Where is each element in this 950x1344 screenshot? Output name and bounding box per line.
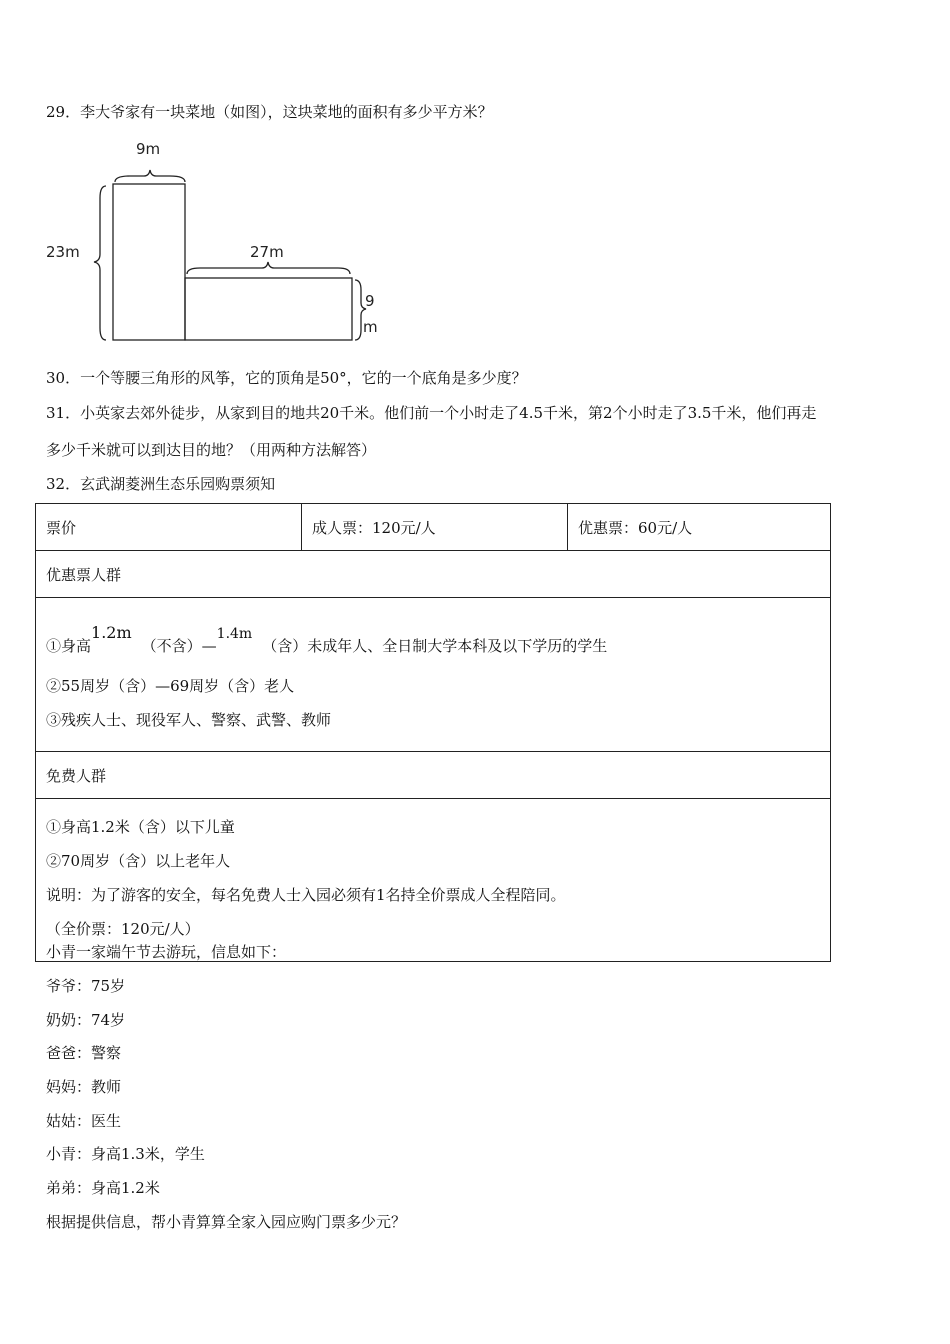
family-item: 妈妈：教师 <box>46 1078 122 1096</box>
label-right-width: 27m <box>250 243 284 261</box>
right-top-brace <box>187 262 350 274</box>
free-item-1: ①身高1.2米（含）以下儿童 <box>46 818 235 836</box>
left-brace <box>94 186 106 340</box>
q32-title: 32．玄武湖菱洲生态乐园购票须知 <box>46 475 276 493</box>
discount-item-1: ①身高1.2m（不含）—1.4m（含）未成年人、全日制大学本科及以下学历的学生 <box>46 622 608 655</box>
wide-rectangle <box>185 278 352 340</box>
label-right-height-bottom: m <box>363 318 378 336</box>
adult-price-cell: 成人票：120元/人 <box>302 504 568 551</box>
discount-price-cell: 优惠票：60元/人 <box>568 504 831 551</box>
q31-line2: 多少千米就可以到达目的地？（用两种方法解答） <box>46 441 377 459</box>
discount-item-3: ③残疾人士、现役军人、警察、武警、教师 <box>46 710 332 729</box>
discount-group-label: 优惠票人群 <box>36 551 831 598</box>
discount-item-2: ②55周岁（含）—69周岁（含）老人 <box>46 676 295 695</box>
top-brace <box>115 170 185 182</box>
free-note-2: （全价票：120元/人） <box>46 920 200 938</box>
family-intro: 小青一家端午节去游玩，信息如下： <box>46 943 287 961</box>
q31-line1: 31．小英家去郊外徒步，从家到目的地共20千米。他们前一个小时走了4.5千米，第2个小时走了3.5千米，他们再走 <box>46 404 817 422</box>
price-label-cell: 票价 <box>36 504 302 551</box>
final-question: 根据提供信息，帮小青算算全家入园应购门票多少元？ <box>46 1213 407 1231</box>
tall-rectangle <box>113 184 185 340</box>
family-item: 弟弟：身高1.2米 <box>46 1179 160 1197</box>
discount-group-details <box>36 598 831 752</box>
label-left-height: 23m <box>46 243 80 261</box>
vegetable-plot-figure <box>40 138 400 348</box>
free-group-label: 免费人群 <box>36 752 831 799</box>
q30-text: 30．一个等腰三角形的风筝，它的顶角是50°，它的一个底角是多少度？ <box>46 369 527 387</box>
family-item: 爸爸：警察 <box>46 1044 122 1062</box>
height-1.2m: 1.2m <box>91 622 132 642</box>
free-item-2: ②70周岁（含）以上老年人 <box>46 852 231 870</box>
ticket-table <box>35 503 831 962</box>
family-item: 奶奶：74岁 <box>46 1011 126 1029</box>
height-1.4m: 1.4m <box>216 625 253 642</box>
family-item: 爷爷：75岁 <box>46 977 126 995</box>
free-note: 说明：为了游客的安全，每名免费人士入园必须有1名持全价票成人全程陪同。 <box>46 886 566 904</box>
free-group-details <box>36 799 831 962</box>
q29-text: 29．李大爷家有一块菜地（如图），这块菜地的面积有多少平方米？ <box>46 103 493 121</box>
family-item: 小青：身高1.3米，学生 <box>46 1145 205 1163</box>
label-top-width: 9m <box>136 140 161 158</box>
label-right-height-top: 9 <box>365 292 375 310</box>
family-item: 姑姑：医生 <box>46 1112 122 1130</box>
